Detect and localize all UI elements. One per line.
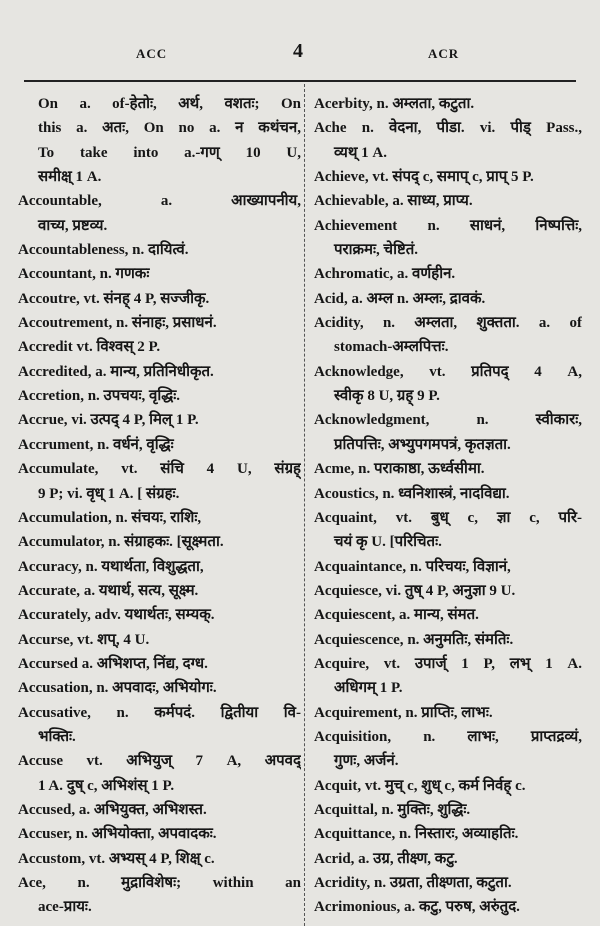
entry-line [18, 603, 301, 627]
entry-line [18, 822, 301, 846]
dictionary-entry [314, 652, 582, 701]
entry-line [18, 652, 301, 676]
entry-line [18, 408, 301, 432]
definition-continuation: this a. अतः, On no a. न कथंचन, [38, 120, 301, 137]
dictionary-entry [18, 335, 301, 359]
dictionary-entry [18, 603, 301, 627]
entry-line [314, 92, 582, 116]
entry-line [18, 555, 301, 579]
headword: Accumulate, [18, 461, 99, 478]
dictionary-entry [314, 92, 582, 116]
entry-line [18, 238, 301, 262]
definition: n. अभियोक्ता, अपवादकः. [72, 826, 217, 843]
entry-line [18, 749, 301, 773]
definition: n. वर्धनं, वृद्धिः [93, 436, 174, 453]
left-guide-word: ACC [136, 46, 168, 61]
headword: Acrid, [314, 850, 355, 867]
dictionary-entry [18, 579, 301, 603]
definition: a. आख्यापनीय, [101, 193, 301, 210]
entry-line [18, 189, 301, 213]
headword: Acquire, [314, 655, 370, 672]
headword: Acerbity, [314, 96, 373, 112]
headword: Acquiescence, [314, 631, 404, 648]
dictionary-entry [18, 676, 301, 700]
definition: n. संनाहः, प्रसाधनं. [112, 315, 217, 332]
entry-line [314, 287, 582, 311]
entry-line [314, 822, 582, 846]
entry-line [18, 628, 301, 652]
headword: Acquittance, [314, 826, 396, 843]
definition: a. अभिशप्त, निंद्य, दग्ध. [78, 655, 208, 672]
dictionary-entry [314, 482, 582, 506]
headword: Acquittal, [314, 801, 378, 818]
definition-continuation: भक्तिः. [38, 728, 76, 745]
dictionary-entry [314, 311, 582, 360]
headword: Ace, [18, 875, 46, 891]
dictionary-entry [314, 725, 582, 774]
headword: Accusative, [18, 704, 91, 721]
dictionary-entry [314, 579, 582, 603]
headword: Accountableness, [18, 242, 129, 259]
dictionary-entry [18, 384, 301, 408]
dictionary-entry [18, 360, 301, 384]
headword: Accurse, [18, 631, 74, 648]
definition: n. मुक्तिः, शुद्धिः. [377, 801, 471, 818]
entry-line [18, 506, 301, 530]
definition: n. लाभः, प्राप्तद्रव्यं, [391, 728, 582, 745]
dictionary-entry [314, 555, 582, 579]
definition: n. साधनं, निष्पत्तिः, [397, 217, 582, 234]
dictionary-entry [314, 871, 582, 895]
headword: Acknowledge, [314, 363, 404, 380]
entry-line [18, 262, 301, 286]
entry-line [314, 311, 582, 335]
definition: vt. संपद् c, समाप् c, प्राप् 5 P. [368, 169, 534, 186]
headword: Achievable, [314, 193, 389, 210]
entry-line [18, 287, 301, 311]
definition: a. अम्ल n. अम्लः, द्रावकं. [347, 290, 486, 307]
headword: Accuser, [18, 826, 73, 843]
definition: vt. प्रतिपद् 4 A, [403, 363, 582, 380]
definition: n. पराकाष्ठा, ऊर्ध्वसीमा. [354, 461, 485, 478]
definition: n. उग्रता, तीक्ष्णता, कटुता. [370, 875, 512, 891]
headword: Achromatic, [314, 266, 394, 283]
dictionary-entry [314, 822, 582, 846]
entry-line [314, 189, 582, 213]
entry-line [18, 384, 301, 408]
headword: Acquiesce, [314, 582, 382, 599]
right-guide-word: ACR [428, 46, 460, 61]
definition: vt. उपार्ज् 1 P, लभ् 1 A. [369, 655, 582, 672]
definition: n. अपवादः, अभियोगः. [92, 680, 217, 697]
dictionary-entry [18, 92, 301, 189]
entry-line [18, 530, 301, 554]
header-rule [24, 80, 576, 82]
dictionary-entry [18, 822, 301, 846]
definition-continuation: समीक्ष् 1 A. [38, 169, 102, 186]
definition: vi. उत्पद् 4 P, मिल् 1 P. [67, 412, 199, 429]
headword: Accustom, [18, 850, 86, 867]
headword: Acquiescent, [314, 607, 396, 624]
entry-line [314, 847, 582, 871]
dictionary-entry [18, 311, 301, 335]
entry-line [314, 457, 582, 481]
definition: n. उपचयः, वृद्धिः. [83, 388, 181, 405]
dictionary-entry [18, 433, 301, 457]
dictionary-entry [314, 408, 582, 457]
definition: a. कटु, परुष, अरुंतुद. [400, 899, 520, 916]
definition-continuation: 1 A. दुष् c, अभिशंस् 1 P. [38, 777, 175, 794]
entry-line [314, 165, 582, 189]
entry-line [314, 579, 582, 603]
dictionary-entry [18, 238, 301, 262]
definition: adv. यथार्थतः, सम्यक्. [90, 607, 215, 624]
right-column [314, 92, 582, 920]
headword: Acrimonious, [314, 899, 401, 916]
dictionary-entry [314, 116, 582, 165]
definition: n. यथार्थता, विशुद्धता, [81, 558, 204, 575]
dictionary-entry [18, 506, 301, 530]
definition: vt. अभ्यस् 4 P, शिक्ष् c. [85, 850, 215, 867]
definition: vt. मुच् c, शुध् c, कर्म निर्वह् c. [361, 777, 526, 794]
headword: Accuracy, [18, 558, 82, 575]
dictionary-entry [18, 798, 301, 822]
definition: vi. तुष् 4 P, अनुज्ञा 9 U. [381, 582, 516, 599]
headword: Accrument, [18, 436, 94, 453]
entry-line [18, 433, 301, 457]
definition: n. वेदना, पीडा. vi. पीड् Pass., [346, 120, 582, 137]
definition: n. दायित्वं. [128, 242, 189, 259]
dictionary-entry [18, 189, 301, 238]
headword: Accredited, [18, 363, 92, 380]
dictionary-entry [314, 774, 582, 798]
headword: Acquisition, [314, 728, 392, 745]
headword: Accredit [18, 339, 73, 356]
entry-line [18, 676, 301, 700]
dictionary-entry [18, 457, 301, 506]
definition-continuation: वाच्य, प्रष्टव्य. [38, 217, 108, 234]
headword: Acquit, [314, 777, 362, 794]
headword: Accused, [18, 801, 76, 818]
entry-line [18, 579, 301, 603]
headword: Accrue, [18, 412, 68, 429]
entry-line [314, 725, 582, 749]
headword: Accoutre, [18, 290, 80, 307]
entry-line [314, 360, 582, 384]
definition: n. संग्राहकः. [सूक्ष्मता. [104, 534, 224, 551]
definition: n. प्राप्तिः, लाभः. [401, 704, 493, 721]
entry-line [18, 335, 301, 359]
dictionary-entry [314, 214, 582, 263]
dictionary-entry [18, 701, 301, 750]
headword: Accumulator, [18, 534, 105, 551]
definition-continuation: stomach-अम्लपित्तः. [334, 339, 449, 356]
entry-line [18, 360, 301, 384]
definition: vt. शप्, 4 U. [73, 631, 150, 648]
entry-line [314, 652, 582, 676]
definition: n. अम्लता, कटुता. [372, 96, 475, 112]
definition: a. यथार्थ, सत्य, सूक्ष्म. [80, 582, 199, 599]
entry-line [18, 798, 301, 822]
headword: Accurately, [18, 607, 91, 624]
page-number: 4 [293, 40, 304, 62]
dictionary-entry [18, 749, 301, 798]
headword: Achieve, [314, 169, 369, 186]
definition: n. गणकः [95, 266, 150, 283]
definition-continuation: अधिगम् 1 P. [334, 680, 403, 697]
definition-continuation: प्रतिपत्तिः, अभ्युपगमपत्रं, कृतज्ञता. [334, 436, 511, 453]
dictionary-entry [18, 652, 301, 676]
headword: Acquaintance, [314, 558, 407, 575]
definition: n. ध्वनिशास्त्रं, नादविद्या. [378, 485, 510, 502]
headword: Accountant, [18, 266, 96, 283]
entry-line [314, 603, 582, 627]
headword: Accretion, [18, 388, 84, 405]
definition: n. मुद्राविशेषः; within an [45, 875, 301, 891]
headword: Acme, [314, 461, 355, 478]
definition: vt. बुध् c, ज्ञा c, परि- [376, 509, 582, 526]
entry-line [314, 262, 582, 286]
headword: Acknowledgment, [314, 412, 430, 429]
dictionary-entry [18, 871, 301, 920]
definition: vt. विश्वस् 2 P. [72, 339, 161, 356]
headword: Accountable, [18, 193, 102, 210]
dictionary-entry [314, 189, 582, 213]
headword: Accursed [18, 655, 78, 672]
definition: On a. of-हेतोः, अर्थ, वशतः; On [38, 96, 301, 112]
headword: Acoustics, [314, 485, 379, 502]
entry-line [314, 116, 582, 140]
entry-line [314, 555, 582, 579]
definition: a. मान्य, प्रतिनिधीकृत. [91, 363, 214, 380]
definition: vt. संनह् 4 P, सज्जीकृ. [79, 290, 210, 307]
dictionary-entry [314, 847, 582, 871]
entry-line [18, 847, 301, 871]
entry-line [18, 311, 301, 335]
dictionary-entry [314, 165, 582, 189]
dictionary-entry [314, 628, 582, 652]
definition: a. वर्णहीन. [393, 266, 456, 283]
headword: Acridity, [314, 875, 371, 891]
dictionary-entry [18, 408, 301, 432]
headword: Accoutrement, [18, 315, 113, 332]
headword: Accuse [18, 753, 63, 770]
definition: a. मान्य, संमत. [395, 607, 479, 624]
column-divider [304, 84, 305, 926]
definition: n. स्वीकारः, [429, 412, 582, 429]
headword: Achievement [314, 217, 398, 234]
definition: n. अम्लता, शुक्तता. a. of [363, 315, 582, 332]
dictionary-entry [314, 360, 582, 409]
dictionary-entry [18, 628, 301, 652]
dictionary-entry [18, 530, 301, 554]
definition-continuation: चयं कृ U. [परिचितः. [334, 534, 442, 551]
entry-line [314, 774, 582, 798]
definition: a. उग्र, तीक्ष्ण, कटु. [354, 850, 458, 867]
headword: Acquirement, [314, 704, 402, 721]
entry-line [18, 871, 301, 895]
definition-continuation: स्वीकृ 8 U, ग्रह् 9 P. [334, 388, 440, 405]
definition: vt. अभियुज् 7 A, अपवद् [63, 753, 301, 770]
definition-continuation: To take into a.-गण् 10 U, [38, 144, 301, 161]
dictionary-entry [18, 287, 301, 311]
headword: Accusation, [18, 680, 93, 697]
headword: Ache [314, 120, 347, 137]
definition-continuation: पराक्रमः, चेष्टितं. [334, 242, 419, 259]
dictionary-entry [314, 895, 582, 919]
entry-line [18, 701, 301, 725]
dictionary-entry [314, 701, 582, 725]
entry-line [314, 506, 582, 530]
definition: n. संचयः, राशिः, [111, 509, 202, 526]
entry-line [314, 798, 582, 822]
definition-continuation: व्यथ् 1 A. [334, 144, 387, 161]
headword: Acidity, [314, 315, 364, 332]
dictionary-entry [18, 555, 301, 579]
entry-line [314, 871, 582, 895]
definition: n. अनुमतिः, संमतिः. [403, 631, 514, 648]
dictionary-entry [18, 262, 301, 286]
definition-continuation: ace-प्रायः. [38, 899, 92, 916]
entry-line [314, 408, 582, 432]
entry-line [314, 214, 582, 238]
dictionary-entry [18, 847, 301, 871]
dictionary-entry [314, 262, 582, 286]
entry-line [314, 628, 582, 652]
headword: Accurate, [18, 582, 81, 599]
definition-continuation: गुणः, अर्जनं. [334, 753, 399, 770]
definition-continuation: 9 P; vi. वृध् 1 A. [ संग्रहः. [38, 485, 180, 502]
definition: n. कर्मपदं. द्वितीया वि- [90, 704, 301, 721]
dictionary-entry [314, 798, 582, 822]
entry-line [314, 482, 582, 506]
dictionary-entry [314, 506, 582, 555]
headword: Accumulation, [18, 509, 112, 526]
definition: n. निस्तारः, अव्याहतिः. [395, 826, 519, 843]
entry-line [18, 92, 301, 116]
headword: Acquaint, [314, 509, 377, 526]
headword: Acid, [314, 290, 348, 307]
entry-line [18, 457, 301, 481]
dictionary-entry [314, 457, 582, 481]
definition: n. परिचयः, विज्ञानं, [406, 558, 511, 575]
dictionary-entry [314, 287, 582, 311]
definition: a. साध्य, प्राप्य. [388, 193, 473, 210]
definition: a. अभियुक्त, अभिशस्त. [75, 801, 207, 818]
definition: vt. संचि 4 U, संग्रह् [98, 461, 301, 478]
entry-line [314, 895, 582, 919]
left-column [18, 92, 301, 920]
dictionary-entry [314, 603, 582, 627]
entry-line [314, 701, 582, 725]
